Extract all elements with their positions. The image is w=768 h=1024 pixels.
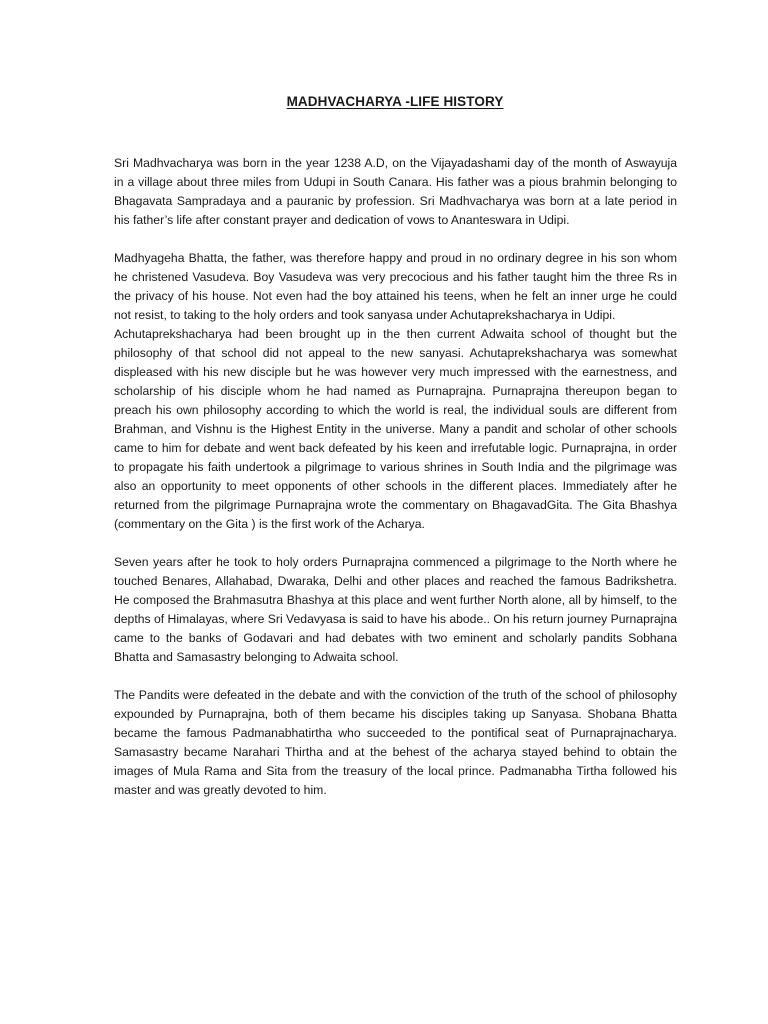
paragraph-disciples: The Pandits were defeated in the debate and with the conviction of the truth of the school of philosophy expounded by Purnaprajna, both of them became his disciples taking up Sanyasa. Shobana Bhatta became the famous Padmanabhatirtha who succeeded to the pontifical seat of Purnaprajnacharya. Samasastry became Narahari Thirtha and at the behest of the acharya stayed behind to obtain the images of Mula Rama and Sita from the treasury of the local prince. Padmanabha Tirtha followed his master and was greatly devoted to him. bbox=[114, 688, 677, 797]
paragraph-philosophy: Achutaprekshacharya had been brought up in the then current Adwaita school of thought but the philosophy of that school did not appeal to the new sanyasi. Achutaprekshacharya was somewhat displeased with his new disciple but he was however very much impressed with the earnestness, and scholarship of his disciple whom he had named as Purnaprajna. Purnaprajna thereupon began to preach his own philosophy according to which the world is real, the individual souls are different from Brahman, and Vishnu is the Highest Entity in the universe. Many a pandit and scholar of other schools came to him for debate and went back defeated by his keen and irrefutable logic. Purnaprajna, in order to propagate his faith undertook a pilgrimage to various shrines in South India and the pilgrimage was also an opportunity to meet opponents of other schools in the different places. Immediately after he returned from the pilgrimage Purnaprajna wrote the commentary on BhagavadGita. The Gita Bhashya (commentary on the Gita ) is the first work of the Acharya. bbox=[114, 327, 677, 531]
paragraph-pilgrimage-north: Seven years after he took to holy orders Purnaprajna commenced a pilgrimage to the North where he touched Benares, Allahabad, Dwaraka, Delhi and other places and reached the famous Badrikshetra. He composed the Brahmasutra Bhashya at this place and went further North alone, all by himself, to the depths of Himalayas, where Sri Vedavyasa is said to have his abode.. On his return journey Purnaprajna came to the banks of Godavari and had debates with two eminent and scholarly pandits Sobhana Bhatta and Samasastry belonging to Adwaita school. bbox=[114, 555, 677, 664]
document-body bbox=[114, 154, 677, 800]
paragraph-childhood: Madhyageha Bhatta, the father, was therefore happy and proud in no ordinary degree in his son whom he christened Vasudeva. Boy Vasudeva was very precocious and his father taught him the three Rs in the privacy of his house. Not even had the boy attained his teens, when he felt an inner urge he could not resist, to taking to the holy orders and took sanyasa under Achutaprekshacharya in Udipi. bbox=[114, 251, 677, 322]
paragraph-birth: Sri Madhvacharya was born in the year 1238 A.D, on the Vijayadashami day of the month of Aswayuja in a village about three miles from Udupi in South Canara. His father was a pious brahmin belonging to Bhagavata Sampradaya and a pauranic by profession. Sri Madhvacharya was born at a late period in his father’s life after constant prayer and dedication of vows to Ananteswara in Udipi. bbox=[114, 156, 677, 227]
document-title: MADHVACHARYA -LIFE HISTORY bbox=[286, 94, 504, 109]
